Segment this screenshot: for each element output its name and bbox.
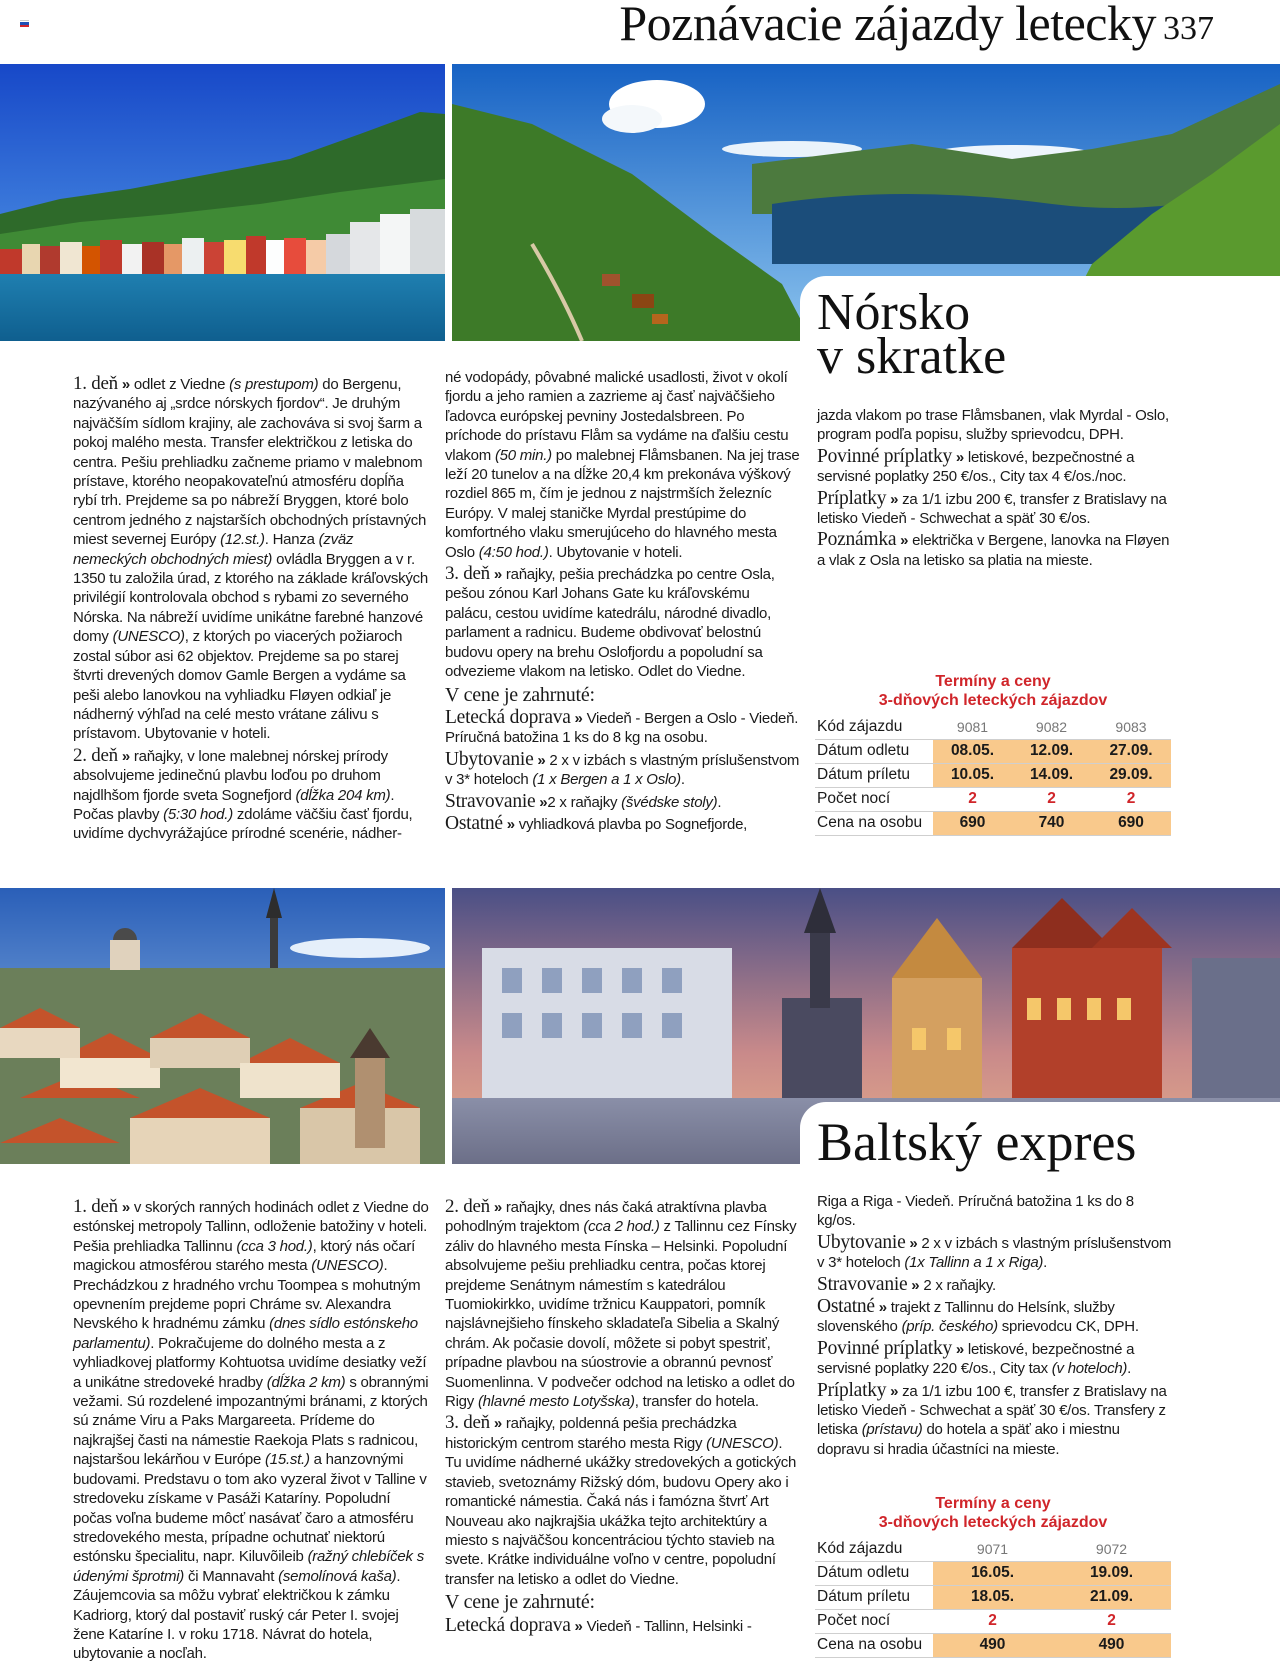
- included-heading: V cene je zahrnuté:: [445, 683, 595, 706]
- table-row-arrival: Dátum príletu 18.05. 21.09.: [815, 1585, 1171, 1609]
- day-3-label: 3. deň: [445, 1412, 490, 1434]
- norway-terms-heading: Termíny a ceny 3-dňových leteckých zájazdov: [878, 673, 1108, 709]
- baltic-column-3: Riga a Riga - Viedeň. Príručná batožina 1 ks do 8 kg/os. Ubytovanie » 2 x v izbách s vlastným príslušenstvom v 3* hoteloch (1x Tallinn a 1 x Riga). Stravovanie » 2 x raňajky. Ostatné » trajekt z Tallinnu do Helsínk, služby slovenského (príp. českého) sprievodcu CK, DPH. Povinné príplatky » letiskové, bezpečnostné a servisné poplatky 220 €/os., City tax (v hoteloch). Príplatky » za 1/1 izbu 100 €, transfer z Bratislavy na letisko Viedeň - Schwechat a späť 30 €/os. Transfery z letiska (prístavu) do hotela a späť ako i miestnu dopravu si hradia účastníci na mieste.: [817, 1193, 1172, 1458]
- photo-tallinn-old-town: [0, 888, 445, 1164]
- norway-title-line1: Nórsko: [817, 284, 971, 341]
- table-row-arrival: Dátum príletu 10.05. 14.09. 29.09.: [815, 763, 1171, 787]
- norway-column-2: né vodopády, pôvabné malické usadlosti, život v okolí fjordu a jeho ramien a zazrieme aj časť najväčšieho ľadovca európskej pevniny Jostedalsbreen. Po príchode do prístavu Flåm sa vydáme na ďalšiu cestu vlakom (50 min.) po malebnej Flåmsbanen. Na jej trase leží 20 tunelov a na dĺžke 20,4 km prekonáva výškový rozdiel 865 m, čím je jednou z najstrmších železníc Európy. V malej staničke Myrdal prestúpime do komfortného vlaku smerujúceho do hlavného mesta Oslo (4:50 hod.). Ubytovanie v hoteli. 3. deň » raňajky, pešia prechádzka po centre Osla, pešou zónou Karl Johans Gate ku kráľovskému palácu, cestou uvidíme katedrálu, národné divadlo, parlament a radnicu. Budeme obdivovať belostnú budovu opery na brehu Oslofjordu a popoludní sa odvezieme vlakom na letisko. Odlet do Viedne. V cene je zahrnuté: Letecká doprava » Viedeň - Bergen a Oslo - Viedeň. Príručná batožina 1 ks do 8 kg na osobu. Ubytovanie » 2 x v izbách s vlastným príslušenstvom v 3* hoteloch (1 x Bergen a 1 x Oslo). Stravovanie »2 x raňajky (švédske stoly). Ostatné » vyhliadková plavba po Sognefjorde,: [445, 369, 800, 834]
- baltic-terms-heading: Termíny a ceny 3-dňových leteckých zájazdov: [878, 1495, 1108, 1531]
- table-row-nights: Počet nocí 2 2: [815, 1609, 1171, 1633]
- norway-column-3: jazda vlakom po trase Flåmsbanen, vlak Myrdal - Oslo, program podľa popisu, služby sprievodcu, DPH. Povinné príplatky » letiskové, bezpečnostné a servisné poplatky 250 €/os., City tax 4 €/os./noc. Príplatky » za 1/1 izbu 200 €, transfer z Bratislavy na letisko Viedeň - Schwechat a späť 30 €/os. Poznámka » električka v Bergene, lanovka na Fløyen a vlak z Osla na letisko sa platia na mieste.: [817, 407, 1170, 569]
- day-1-label: 1. deň: [73, 373, 118, 394]
- baltic-column-2: 2. deň » raňajky, dnes nás čaká atraktívna plavba pohodlným trajektom (cca 2 hod.) z Tallinnu cez Fínsky záliv do hlavného mesta Fínska – Helsinki. Popoludní absolvujeme pešiu prehliadku centra, počas ktorej prejdeme Senátnym námestím s katedrálou Tuomiokirkko, uvidíme tržnicu Kauppatori, pomník najslávnejšieho fínskeho skladateľa Sibelia a Skalný chrám. Ak počasie dovolí, môžete si pobyt spestriť, prípadne plavbou na súostrovie a obrannú pevnosť Suomenlinna. V podvečer odchod na letisko a odlet do Rigy (hlavné mesto Lotyšska), transfer do hotela. 3. deň » raňajky, poldenná pešia prechádzka historickým centrom starého mesta Rigy (UNESCO). Tu uvidíme nádherné ukážky stredovekých a gotických stavieb, svetoznámy Rižský dóm, budovu Opery ako i romantické námestia. Čaká nás i famózna štvrť Art Nouveau ako najkrajšia ukážka tejto architektúry a miesto s najväčšou koncentráciou týchto stavieb na svete. Krátke individuálne voľno v centre, popoludní transfer na letisko a odlet do Viedne. V cene je zahrnuté: Letecká doprava » Viedeň - Tallinn, Helsinki -: [445, 1197, 800, 1638]
- slovak-flag-icon: [20, 20, 29, 27]
- norway-price-table: [815, 715, 1171, 836]
- included-heading: V cene je zahrnuté:: [445, 1591, 595, 1614]
- baltic-title: Baltský expres: [817, 1112, 1137, 1172]
- norway-title-line2: v skratke: [817, 328, 1007, 385]
- table-row-departure: Dátum odletu 08.05. 12.09. 27.09.: [815, 739, 1171, 763]
- page-title: Poznávacie zájazdy letecky: [619, 0, 1156, 51]
- day-2-label: 2. deň: [445, 1196, 490, 1217]
- table-row-price: Cena na osobu 690 740 690: [815, 811, 1171, 835]
- table-row-nights: Počet nocí 2 2 2: [815, 787, 1171, 811]
- page-number: 337: [1163, 10, 1214, 47]
- norway-column-1: 1. deň » odlet z Viedne (s prestupom) do Bergenu, nazývaného aj „srdce nórskych fjordov“. Je druhým najväčším sídlom krajiny, ale zachováva si svoj šarm a pokoj malého mesta. Transfer električkou z letiska do centra. Pešiu prehliadku začneme priamo v malebnom prístave, ktorého neopakovateľnú atmosféru dopĺňa rybí trh. Prejdeme sa po nábreží Bryggen, ktoré bolo centrom jedného z najstarších obchodných prístavných miest severnej Európy (12.st.). Hanza (zväz nemeckých obchodných miest) ovládla Bryggen a v r. 1350 tu založila úrad, z ktorého na základe kráľovských privilégií kontrolovala obchod s rybami zo severného Nórska. Na nábreží uvidíme unikátne farebné hanzové domy (UNESCO), z ktorých po viacerých požiaroch zostal súbor asi 62 objektov. Prejdeme sa po starej štvrti drevených domov Gamle Bergen a vydáme sa peši alebo lanovkou na vyhliadku Fløyen odkiaľ je nádherný výhľad na celé mesto vrátane zálivu s prístavom. Ubytovanie v hoteli. 2. deň » raňajky, v lone malebnej nórskej prírody absolvujeme jedinečnú plavbu loďou po druhom najdlhšom fjorde sveta Sognefjord (dĺžka 204 km). Počas plavby (5:30 hod.) zdoláme väčšiu časť fjordu, uvidíme dychvyrážajúce prírodné scenérie, nádher-: [73, 373, 428, 843]
- baltic-price-table: [815, 1537, 1171, 1658]
- day-1-label: 1. deň: [73, 1196, 118, 1217]
- table-row-code: Kód zájazdu 9071 9072: [815, 1537, 1171, 1561]
- day-3-label: 3. deň: [445, 563, 490, 585]
- day-2-label: 2. deň: [73, 744, 118, 766]
- photo-bergen-harbour: [0, 64, 445, 341]
- table-row-price: Cena na osobu 490 490: [815, 1633, 1171, 1657]
- table-row-code: Kód zájazdu 9081 9082 9083: [815, 715, 1171, 739]
- baltic-column-1: 1. deň » v skorých ranných hodinách odlet z Viedne do estónskej metropoly Tallinn, odloženie batožiny v hoteli. Pešia prehliadka Tallinnu (cca 3 hod.), ktorý nás očarí magickou atmosférou starého mesta (UNESCO). Prechádzkou z hradného vrchu Toompea s mohutným opevnením prejdeme popri Chráme sv. Alexandra Nevského k hradnému zámku (dnes sídlo estónskeho parlamentu). Pokračujeme do dolného mesta a z vyhliadkovej platformy Kohtuotsa uvidíme desiatky veží a unikátne stredoveké hradby (dĺžka 2 km) s obrannými vežami. Sú rozdelené impozantnými bránami, z ktorých sú známe Viru a Paks Margareeta. Prídeme do najkrajšej časti na námestie Raekoja Plats s radnicou, najstaršou lekárňou v Európe (15.st.) a hanzovnými budovami. Predstavu o tom ako vyzeral život v Talline v stredoveku získame v Pasáži Kataríny. Popoludní počas voľna budeme môcť nasávať čaro a atmosféru stredovekého mesta, prípadne ochutnať niektorú estónsku špecialitu, napr. Kiluvõileib (ražný chlebíček s údenými šprotmi) či Mannavaht (semolínová kaša). Záujemcovia sa môžu vybrať električkou k zámku Kadriorg, ktorý dal postaviť ruský cár Peter I. svojej žene Kataríne I. v roku 1718. Návrat do hotela, ubytovanie a nocľah.: [73, 1196, 429, 1663]
- table-row-departure: Dátum odletu 16.05. 19.09.: [815, 1561, 1171, 1585]
